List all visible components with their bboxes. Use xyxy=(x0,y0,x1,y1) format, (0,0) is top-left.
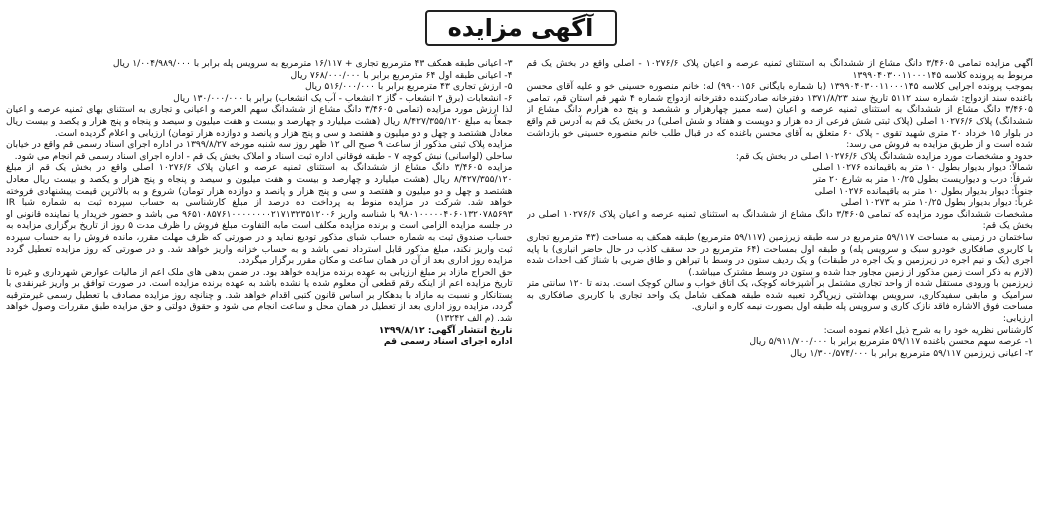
right-column xyxy=(527,58,1034,526)
basement-paragraph: زیرزمین با ورودی مستقل شده از واحد تجاری مشتمل بر آشپزخانه کوچک، یک اتاق خواب و سالن کوچک است. بدنه تا ۱۲۰ سانتی متر سرامیک و مابقی سفیدکاری، سرویس بهداشتی زیرپاگرد تعبیه شده طبقه همکف شامل یک واحد تجاری با کاربری صافکاری به مساحت فوق الاشاره فاقد نازک کاری و سرویس پله طبقه اول بصورت نیمه کاره و انباری. xyxy=(526,278,1033,313)
appraisal-item-2: ۲- اعیانی زیرزمین ۵۹/۱۱۷ مترمربع برابر با ۱/۳۰۰/۵۷۴/۰۰۰ ریال xyxy=(790,347,1033,359)
publication-date: تاریخ انتشار آگهی: ۱۳۹۹/۸/۱۲ xyxy=(378,324,513,336)
case-paragraph: بموجب پرونده اجرایی کلاسه ۱۳۹۹۰۴۰۳۰۰۱۱۰۰۰۱۴۵ (با شماره بایگانی ۹۹۰۰۱۵۶) له: خانم منصوره حسینی خو و علیه آقای محسن باغنده سند ازدواج: شماره سند ۵۱۱۲ تاریخ سند ۱۳۷۱/۸/۲۳ دفترخانه صادرکننده دفترخانه ازدواج شماره ۴ شهر قم استان قم، تمامی ۳/۴۶۰۵ دانگ مشاع از ششدانگ به استثنای ثمنیه عرصه و اعیان (سه ممیز چهارهزار و ششصد و پنج ده هزارم دانگ مشاع از ششدانگ) پلاک ۱۰۲۷۶/۶ اصلی (پلاک ثبتی شش فرعی از ده هزار و دویست و هفتاد و شش اصلی) در بخش یک قم به آدرس قم واقع در بلوار ۱۵ خرداد ۲۰ متری شهید تقوی - پلاک ۶۰ متعلق به آقای محسن باغنده که در قبال طلب خانم منصوره حسینی خو بازداشت شده است و از طریق مزایده به فروش می رسد: xyxy=(526,81,1033,151)
boundary-south: جنوباً: دیوار بدیوار بطول ۱۰ متر به باقیمانده ۱۰۲۷۶ اصلی xyxy=(814,185,1033,197)
boundary-west: غرباً: دیوار بدیوار بطول ۱۰/۲۵ متر به ۱۰۲۷۳ اصلی xyxy=(840,197,1033,209)
left-column xyxy=(6,58,513,526)
notice-title: آگهی مزایده xyxy=(447,14,594,42)
issuing-office: اداره اجرای اسناد رسمی قم xyxy=(383,336,513,348)
boundaries-heading: حدود و مشخصات مورد مزایده ششدانگ پلاک ۱۰۲۷۶/۶ اصلی در بخش یک قم: xyxy=(735,150,1033,162)
appraisal-intro: کارشناس نظریه خود را به شرح ذیل اعلام نموده است: xyxy=(823,324,1033,336)
notice-body xyxy=(6,58,1033,526)
total-value-paragraph: لذا ارزش مورد مزایده (تمامی ۳/۴۶۰۵ دانگ مشاع از ششدانگ سهم العرصه و اعیانی و تجاری به استثنای بهای ثمنیه عرصه و اعیان جمعاً به مبلغ ۸/۴۲۷/۳۵۵/۱۲۰ ریال (هشت میلیارد و چهارصد و بیست و هفت میلیون و سیصد و پنجاه و پنج هزار و یکصد و بیست ریال معادل هشتصد و چهل و دو میلیون و هفتصد و سی و پنج هزار و پانصد و دوازده هزار تومان) ارزیابی و اعلام گردیده است. xyxy=(6,104,513,139)
appraisal-item-4: ۴- اعیانی طبقه اول ۶۴ مترمربع برابر با ۷۶۸/۰۰۰/۰۰۰ ریال xyxy=(290,69,513,81)
specs-heading: مشخصات ششدانگ مورد مزایده که تمامی ۳/۴۶۰۵ دانگ مشاع از ششدانگ به استثنای ثمنیه عرصه و اعیان پلاک ۱۰۲۷۶/۶ اصلی در بخش یک قم: xyxy=(526,208,1033,232)
appraisal-heading: ارزیابی: xyxy=(1002,313,1033,325)
auction-time-paragraph: مزایده پلاک ثبتی مذکور از ساعت ۹ صبح الی ۱۲ ظهر روز سه شنبه مورخه ۱۳۹۹/۸/۲۷ در اداره اجرای اسناد رسمی قم واقع در خیابان ساحلی (لواسانی) نبش کوچه ۷ - طبقه فوقانی اداره ثبت اسناد و املاک بخش یک قم - اداره اجرای اسناد رسمی قم انجام می شود. xyxy=(6,139,513,162)
title-box xyxy=(425,10,617,46)
appraisal-item-6: ۶- انشعابات (برق ۲ انشعاب - گاز ۲ انشعاب - آب یک انشعاب) برابر با ۱۳۰/۰۰۰/۰۰۰ ریال xyxy=(173,92,513,104)
appraisal-item-1: ۱- عرصه سهم محسن باغنده ۵۹/۱۱۷ مترمربع برابر با ۵/۹۱۱/۷۰۰/۰۰۰ ریال xyxy=(749,336,1033,348)
appraisal-item-3: ۳- اعیانی طبقه همکف ۴۳ مترمربع تجاری + ۱۶/۱۱۷ مترمربع به سرویس پله برابر با ۱/۰۰۴/۹۸۹/۰۰۰ ریال xyxy=(112,58,513,69)
building-paragraph: ساختمان در زمینی به مساحت ۵۹/۱۱۷ مترمربع در سه طبقه زیرزمین (۵۹/۱۱۷ مترمربع) طبقه همکف به مساحت (۴۳ مترمربع تجاری با کاربری صافکاری خودرو سبک و سرویس پله) و طبقه اول بمساحت (۶۴ مترمربع در حد سقف کاذب در حال حاضر انباری) با پایه اجری (یک و نیم اجره در زیرزمین و یک اجره در طبقات) و یک ردیف ستون در وسط با تیراهن و طاق ضربی با شناژ کف احداث شده (لازم به ذکر است زمین مذکور از زمین مجاور جدا شده و ستون در وسط مشترک میباشد.) xyxy=(526,231,1033,278)
appraisal-item-5: ۵- ارزش تجاری ۴۳ مترمربع برابر با ۵۱۶/۰۰۰/۰۰۰ ریال xyxy=(305,81,513,93)
fees-paragraph: حق الحراج مازاد بر مبلغ ارزیابی به عهده برنده مزایده خواهد بود. در ضمن بدهی های ملک اعم از مالیات عوارض شهرداری و غیره تا تاریخ مزایده اعم از اینکه رقم قطعی آن معلوم شده یا نشده باشد به عهده برنده مزایده است. در صورت توافق بر واریز غیرنقدی با بستانکار و نسبت به مازاد با بدهکار بر اساس قانون کتبی اقدام خواهد شد. و چنانچه روز مزایده مصادف با تعطیل رسمی غیرمترقبه گردد، مزایده روز اداری بعد از تعطیل در همان محل و ساعت انجام می شود و حقوق دولتی و حق مزایده طبق مقررات وصول خواهد شد. (م الف ۱۳۲۴۲) xyxy=(6,266,513,325)
intro-paragraph: آگهی مزایده تمامی ۳/۴۶۰۵ دانگ مشاع از ششدانگ به استثنای ثمنیه عرصه و اعیان پلاک ۱۰۲۷۶/۶ - اصلی واقع در بخش یک قم مربوط به پرونده کلاسه ۱۳۹۹۰۴۰۳۰۰۱۱۰۰۰۱۴۵ xyxy=(526,58,1033,81)
boundary-east: شرقاً: درب و دیواریست بطول ۱۰/۲۵ متر به شارع ۲۰ متر xyxy=(813,173,1033,185)
auction-terms-paragraph: مزایده ۳/۴۶۰۵ دانگ مشاع از ششدانگ به استثنای ثمنیه عرصه و اعیان پلاک ۱۰۲۷۶/۶ اصلی واقع در بخش یک قم از مبلغ ۸/۴۲۷/۳۵۵/۱۲۰ ریال (هشت میلیارد و چهارصد و بیست و هفت میلیون و سیصد و پنجاه و پنج هزار و یکصد و بیست ریال معادل هشتصد و چهل و دو میلیون و هفتصد و سی و پنج هزار و پانصد و دوازده هزار تومان) شروع و به بالاترین قیمت پیشنهادی فروخته خواهد شد. شرکت در مزایده منوط به پرداخت ده درصد از مبلغ کارشناسی به حساب سپرده ثبت به شماره شبا IR ۹۸۰۱۰۰۰۰۰۴۰۶۰۱۳۲۰۷۸۵۶۹۳ با شناسه واریز ۹۶۵۱۰۸۵۷۶۱۰۰۰۰۰۰۰۰۲۱۷۱۳۲۳۵۱۲۰۰۶ می باشد و حضور خریدار یا نماینده قانونی او در جلسه مزایده الزامی است و برنده مزایده مکلف است مابه التفاوت مبلغ فروش را ظرف مدت ۵ روز از تاریخ برگزاری مزایده به حساب صندوق ثبت به شماره حساب شبای مذکور تودیع نماید و در صورتی که ظرف مهلت مقرر، مانده فروش را به حساب سپرده ثبت واریز نکند، مبلغ مذکور قابل استرداد نمی باشد و به حساب خزانه واریز خواهد شد. و در صورتی که روز مزایده تعطیل گردد مزایده روز اداری بعد از آن در همان ساعت و مکان مقرر برگزار میگردد. xyxy=(6,162,513,267)
boundary-north: شمالاً: دیوار بدیوار بطول ۱۰ متر به باقیمانده ۱۰۲۷۶ اصلی xyxy=(812,162,1033,174)
